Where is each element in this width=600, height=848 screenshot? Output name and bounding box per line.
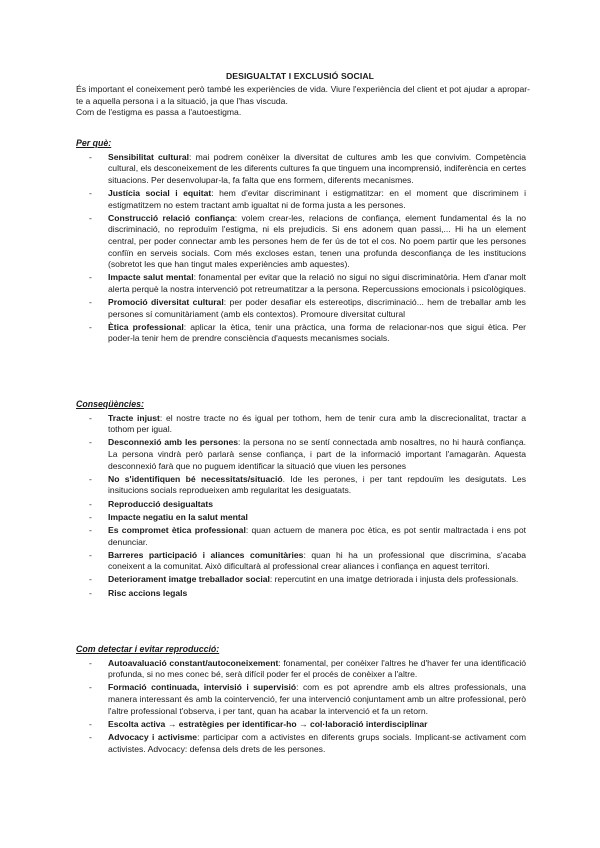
item-term: Advocacy i activisme <box>108 731 198 742</box>
bullet-dash: - <box>89 524 92 535</box>
item-text: : fonamental, per conèixer l'altres he d'haver fer una identificació profunda, si no mes conec bé, serà difícil poder fer el procés de conèixer a l'altre. <box>108 657 527 680</box>
bullet-dash: - <box>89 511 92 522</box>
list-item <box>76 525 526 548</box>
list-item <box>76 272 526 295</box>
item-text: : mai podrem conèixer la diversitat de cultures amb les que convivim. Competència cultural, els desconeixement de les diferents cultures fa que tinguem una incomprensió, indiferència en certes situacions. Per desenvolupar-la, fa falta que ens formem, diferents mecanismes. <box>108 151 526 185</box>
section-consequencies <box>76 399 526 601</box>
item-term: Formació continuada, intervisió i supervisió <box>108 682 297 693</box>
item-term: Risc accions legals <box>108 587 188 598</box>
list-item <box>76 322 526 345</box>
list-item <box>76 437 526 472</box>
list-item <box>76 213 526 271</box>
bullet-dash: - <box>89 731 92 742</box>
item-text: : hem d'evitar discriminant i estigmatitzar: en el moment que discriminem i estigmatitzem no estem tractant amb igualtat ni de forma justa a les persones. <box>108 187 526 210</box>
item-text: : per poder desafiar els estereotips, discriminació... hem de treballar amb les persones sí comunitàriament (amb els contextos). Promoure diversitat cultural <box>108 297 526 319</box>
bullet-dash: - <box>89 321 92 332</box>
item-text: : volem crear-les, relacions de confiança, element fundamental és la no discriminació, no reproduïm l'estigma, ni els prejudicis. Si ens adonem quan passi,... Hi ha un element central, per poder connectar amb les persones hem de fer ús de tot el cos. No poem partir que les persones confiïn en serveis socials. Com més excloses estan, tenen una profunda desconfiança de les institucions (sobretot les que han tingut males experiències amb aquestes). <box>108 212 527 270</box>
list-item <box>76 588 526 600</box>
list-item <box>76 719 526 731</box>
item-term: Impacte negatiu en la salut mental <box>108 511 248 522</box>
item-text: : repercutint en una imatge detriorada i injusta dels professionals. <box>269 574 519 585</box>
item-term: Justícia social i equitat <box>108 187 212 198</box>
bullet-dash: - <box>89 297 92 308</box>
list-item <box>76 550 526 573</box>
list-item <box>76 499 526 511</box>
page-title: DESIGUALTAT I EXCLUSIÓ SOCIAL <box>225 71 375 81</box>
section-heading: Com detectar i evitar reproducció: <box>76 644 220 654</box>
list-item <box>76 658 526 681</box>
item-term: Desconnexió amb les persones <box>108 437 239 448</box>
item-term: Construcció relació confiança <box>108 212 235 223</box>
bullet-dash: - <box>89 574 92 585</box>
bullet-dash: - <box>89 498 92 509</box>
bullet-dash: - <box>89 549 92 560</box>
item-text: : la persona no se sentí connectada amb nosaltres, no hi haurà confiança. La persona vindrà però parlarà sense confiança, i part de la informació important l'amagaràn. Aquesta desconnexió farà que no puguem identificar la situació que viuen les persones <box>108 437 526 471</box>
item-term: Tracte injust <box>108 412 160 423</box>
list-item <box>76 297 526 320</box>
bullet-list <box>76 152 526 345</box>
bullet-dash: - <box>89 473 92 484</box>
item-term: Es compromet ètica professional <box>108 524 246 535</box>
bullet-dash: - <box>89 412 92 423</box>
intro <box>76 84 530 119</box>
item-term: Barreres participació i aliances comunitàries <box>108 549 304 560</box>
intro-paragraph: És important el coneixement però també les experiències de vida. Viure l'experiència del client et pot ajudar a apropar-te a aquella persona i a la situació, ja que l'has viscuda. <box>76 84 530 106</box>
item-text: : aplicar la ètica, tenir una pràctica, una forma de relacionar-nos que sigui ètica. Per poder-la tenir hem de prendre consciència d'aquests mecanismes socials. <box>108 321 526 344</box>
item-text: : quan actuem de manera poc ètica, es pot sentir maltractada i ens pot denunciar. <box>108 524 527 547</box>
bullet-dash: - <box>89 682 92 693</box>
list-item <box>76 188 526 211</box>
item-term: Autoavaluació constant/autoconeixement <box>108 657 279 668</box>
item-term: Promoció diversitat cultural <box>108 297 224 308</box>
item-text: : participar com a activistes en diferents grups socials. Implicant-se activament com activistes. Advocacy: defensa dels drets de les persones. <box>108 731 526 754</box>
bullet-list <box>76 658 526 756</box>
bullet-dash: - <box>89 437 92 448</box>
item-term: Reproducció desigualtats <box>108 498 214 509</box>
item-term: No s'identifiquen bé necessitats/situació <box>108 473 283 484</box>
list-item <box>76 574 526 586</box>
bullet-dash: - <box>89 587 92 598</box>
bullet-dash: - <box>89 272 92 283</box>
item-text: : quan hi ha un professional que discrimina, s'acaba coneixent a la comunitat. Això dificultarà al professional crear aliances i confiança en aquest territori. <box>108 549 526 572</box>
section-com-detectar <box>76 644 526 757</box>
bullet-dash: - <box>89 657 92 668</box>
item-term: Ètica professional <box>108 321 184 332</box>
item-text: : com es pot aprendre amb els altres professionals, una manera interessant és amb la cointervenció, fer una intervenció conjuntament amb un altre professional, però l'altre professional t'observa, i per tant, quan ha acabar la intervenció et fa un retorn. <box>108 682 526 716</box>
list-item <box>76 152 526 187</box>
bullet-dash: - <box>89 187 92 198</box>
item-term: Impacte salut mental <box>108 272 194 283</box>
list-item <box>76 512 526 524</box>
section-heading: Per què: <box>76 138 112 148</box>
item-text: : el nostre tracte no és igual per tothom, hem de tenir cura amb la discrecionalitat, tractar a tothom per igual. <box>108 412 526 435</box>
list-item <box>76 732 526 755</box>
item-term: Escolta activa → estratègies per identificar-ho → col·laboració interdisciplinar <box>108 718 428 729</box>
bullet-dash: - <box>89 212 92 223</box>
list-item <box>76 413 526 436</box>
bullet-dash: - <box>89 718 92 729</box>
intro-paragraph: Com de l'estigma es passa a l'autoestigma. <box>76 107 242 118</box>
item-term: Sensibilitat cultural <box>108 151 190 162</box>
item-text: . Ide les perones, i per tant repdouïm les desigutats. Les insitucions socials reprodueixen amb regularitat les desiguatats. <box>108 473 527 496</box>
section-heading: Conseqüències: <box>76 399 144 409</box>
item-term: Deteriorament imatge treballador social <box>108 574 270 585</box>
list-item <box>76 682 526 717</box>
bullet-list <box>76 413 526 600</box>
list-item <box>76 474 526 497</box>
section-per-que <box>76 138 526 347</box>
item-text: : fonamental per evitar que la relació no sigui no sigui discriminatòria. Hem d'anar molt alerta perquè la nostra intervenció pot retreumatitzar a la persona. Repercussions emocionals i psicològiques. <box>108 272 526 294</box>
bullet-dash: - <box>89 151 92 162</box>
